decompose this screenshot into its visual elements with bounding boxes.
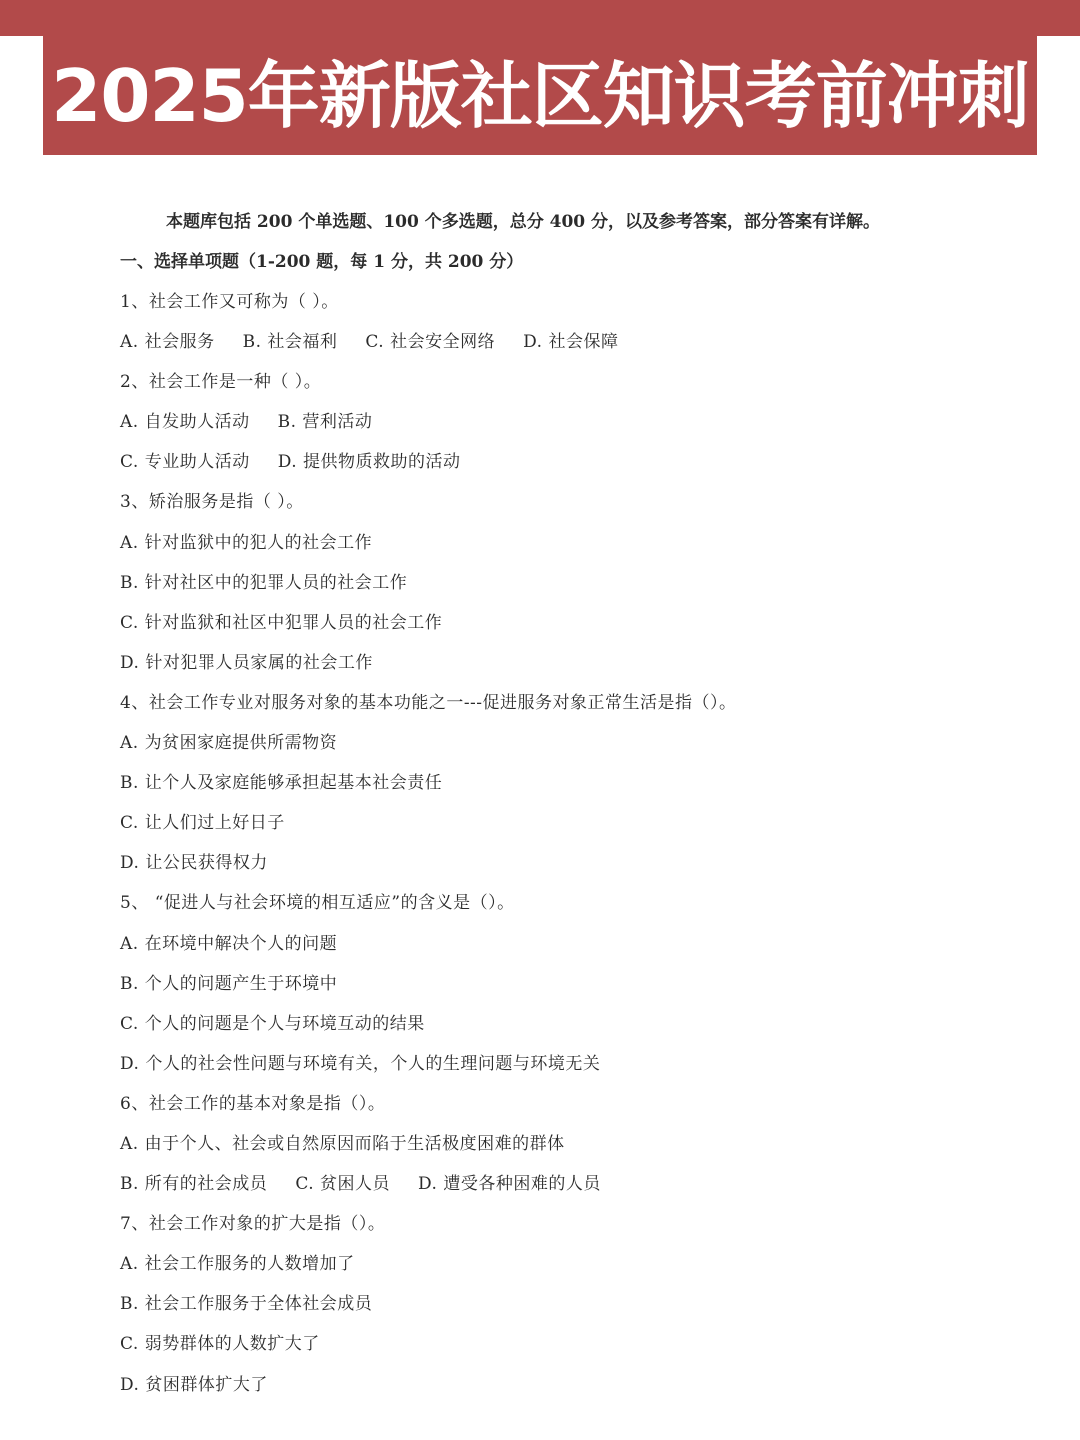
top-strip — [0, 0, 1080, 36]
page-title: 2025年新版社区知识考前冲刺 — [51, 53, 1029, 138]
intro-text: 本题库包括 200 个单选题、100 个多选题，总分 400 分，以及参考答案，部分答案有详解。 — [166, 212, 881, 232]
answer-option: A. 在环境中解决个人的问题 — [120, 933, 338, 954]
option-row — [120, 322, 1020, 362]
question-block — [120, 362, 1020, 482]
question-block — [120, 683, 1020, 883]
answer-option: A. 社会服务 — [120, 332, 215, 353]
option-row — [120, 643, 1020, 683]
question-stem: 1、社会工作又可称为（ ）。 — [120, 292, 339, 312]
answer-option: D. 遭受各种困难的人员 — [418, 1174, 601, 1195]
option-row — [120, 803, 1020, 843]
question-stem: 3、矫治服务是指（ ）。 — [120, 492, 304, 513]
answer-option: C. 社会安全网络 — [365, 332, 496, 353]
question-stem: 7、社会工作对象的扩大是指（）。 — [120, 1214, 386, 1235]
option-row — [120, 1244, 1020, 1284]
option-row — [120, 1044, 1020, 1084]
option-row — [120, 723, 1020, 763]
answer-option: C. 让人们过上好日子 — [120, 813, 285, 834]
answer-option: D. 社会保障 — [523, 332, 619, 353]
answer-option: C. 针对监狱和社区中犯罪人员的社会工作 — [120, 612, 443, 633]
question-stem: 4、社会工作专业对服务对象的基本功能之一---促进服务对象正常生活是指（）。 — [120, 692, 737, 713]
option-row — [120, 603, 1020, 643]
answer-option: D. 提供物质救助的活动 — [277, 452, 461, 473]
answer-option: A. 自发助人活动 — [120, 412, 250, 433]
option-row — [120, 1324, 1020, 1364]
option-row — [120, 1365, 1020, 1405]
answer-option: A. 社会工作服务的人数增加了 — [120, 1254, 355, 1275]
answer-option: B. 针对社区中的犯罪人员的社会工作 — [120, 572, 408, 593]
answer-option: A. 由于个人、社会或自然原因而陷于生活极度困难的群体 — [120, 1133, 565, 1154]
option-row — [120, 1164, 1020, 1204]
option-row — [120, 523, 1020, 563]
question-stem: 5、 “促进人与社会环境的相互适应”的含义是（）。 — [120, 893, 515, 914]
option-row — [120, 1124, 1020, 1164]
question-block — [120, 1204, 1020, 1404]
question-block — [120, 883, 1020, 1083]
question-block — [120, 1084, 1020, 1204]
section-heading: 一、选择单项题（1-200 题，每 1 分，共 200 分） — [120, 252, 524, 272]
answer-option: C. 弱势群体的人数扩大了 — [120, 1334, 320, 1355]
question-block — [120, 482, 1020, 682]
answer-option: D. 贫困群体扩大了 — [120, 1374, 268, 1395]
answer-option: C. 个人的问题是个人与环境互动的结果 — [120, 1013, 425, 1034]
option-row — [120, 402, 1020, 442]
answer-option: C. 专业助人活动 — [120, 452, 250, 473]
answer-option: B. 所有的社会成员 — [120, 1174, 268, 1195]
answer-option: D. 针对犯罪人员家属的社会工作 — [120, 652, 373, 673]
answer-option: D. 个人的社会性问题与环境有关，个人的生理问题与环境无关 — [120, 1053, 601, 1074]
answer-option: C. 贫困人员 — [295, 1174, 391, 1195]
title-banner — [43, 36, 1037, 155]
option-row — [120, 924, 1020, 964]
option-row — [120, 964, 1020, 1004]
question-block — [120, 282, 1020, 362]
question-stem: 6、社会工作的基本对象是指（）。 — [120, 1093, 386, 1114]
answer-option: B. 社会福利 — [242, 332, 338, 353]
answer-option: B. 社会工作服务于全体社会成员 — [120, 1294, 373, 1315]
answer-option: B. 让个人及家庭能够承担起基本社会责任 — [120, 773, 443, 794]
question-list — [120, 282, 1020, 1405]
option-row — [120, 1284, 1020, 1324]
answer-option: B. 营利活动 — [277, 412, 373, 433]
option-row — [120, 763, 1020, 803]
option-row — [120, 1004, 1020, 1044]
answer-option: B. 个人的问题产生于环境中 — [120, 973, 338, 994]
answer-option: A. 针对监狱中的犯人的社会工作 — [120, 532, 373, 553]
option-row — [120, 442, 1020, 482]
answer-option: A. 为贫困家庭提供所需物资 — [120, 733, 338, 754]
question-stem: 2、社会工作是一种（ ）。 — [120, 372, 322, 393]
option-row — [120, 563, 1020, 603]
document-body — [120, 202, 1020, 1405]
option-row — [120, 843, 1020, 883]
answer-option: D. 让公民获得权力 — [120, 853, 268, 874]
